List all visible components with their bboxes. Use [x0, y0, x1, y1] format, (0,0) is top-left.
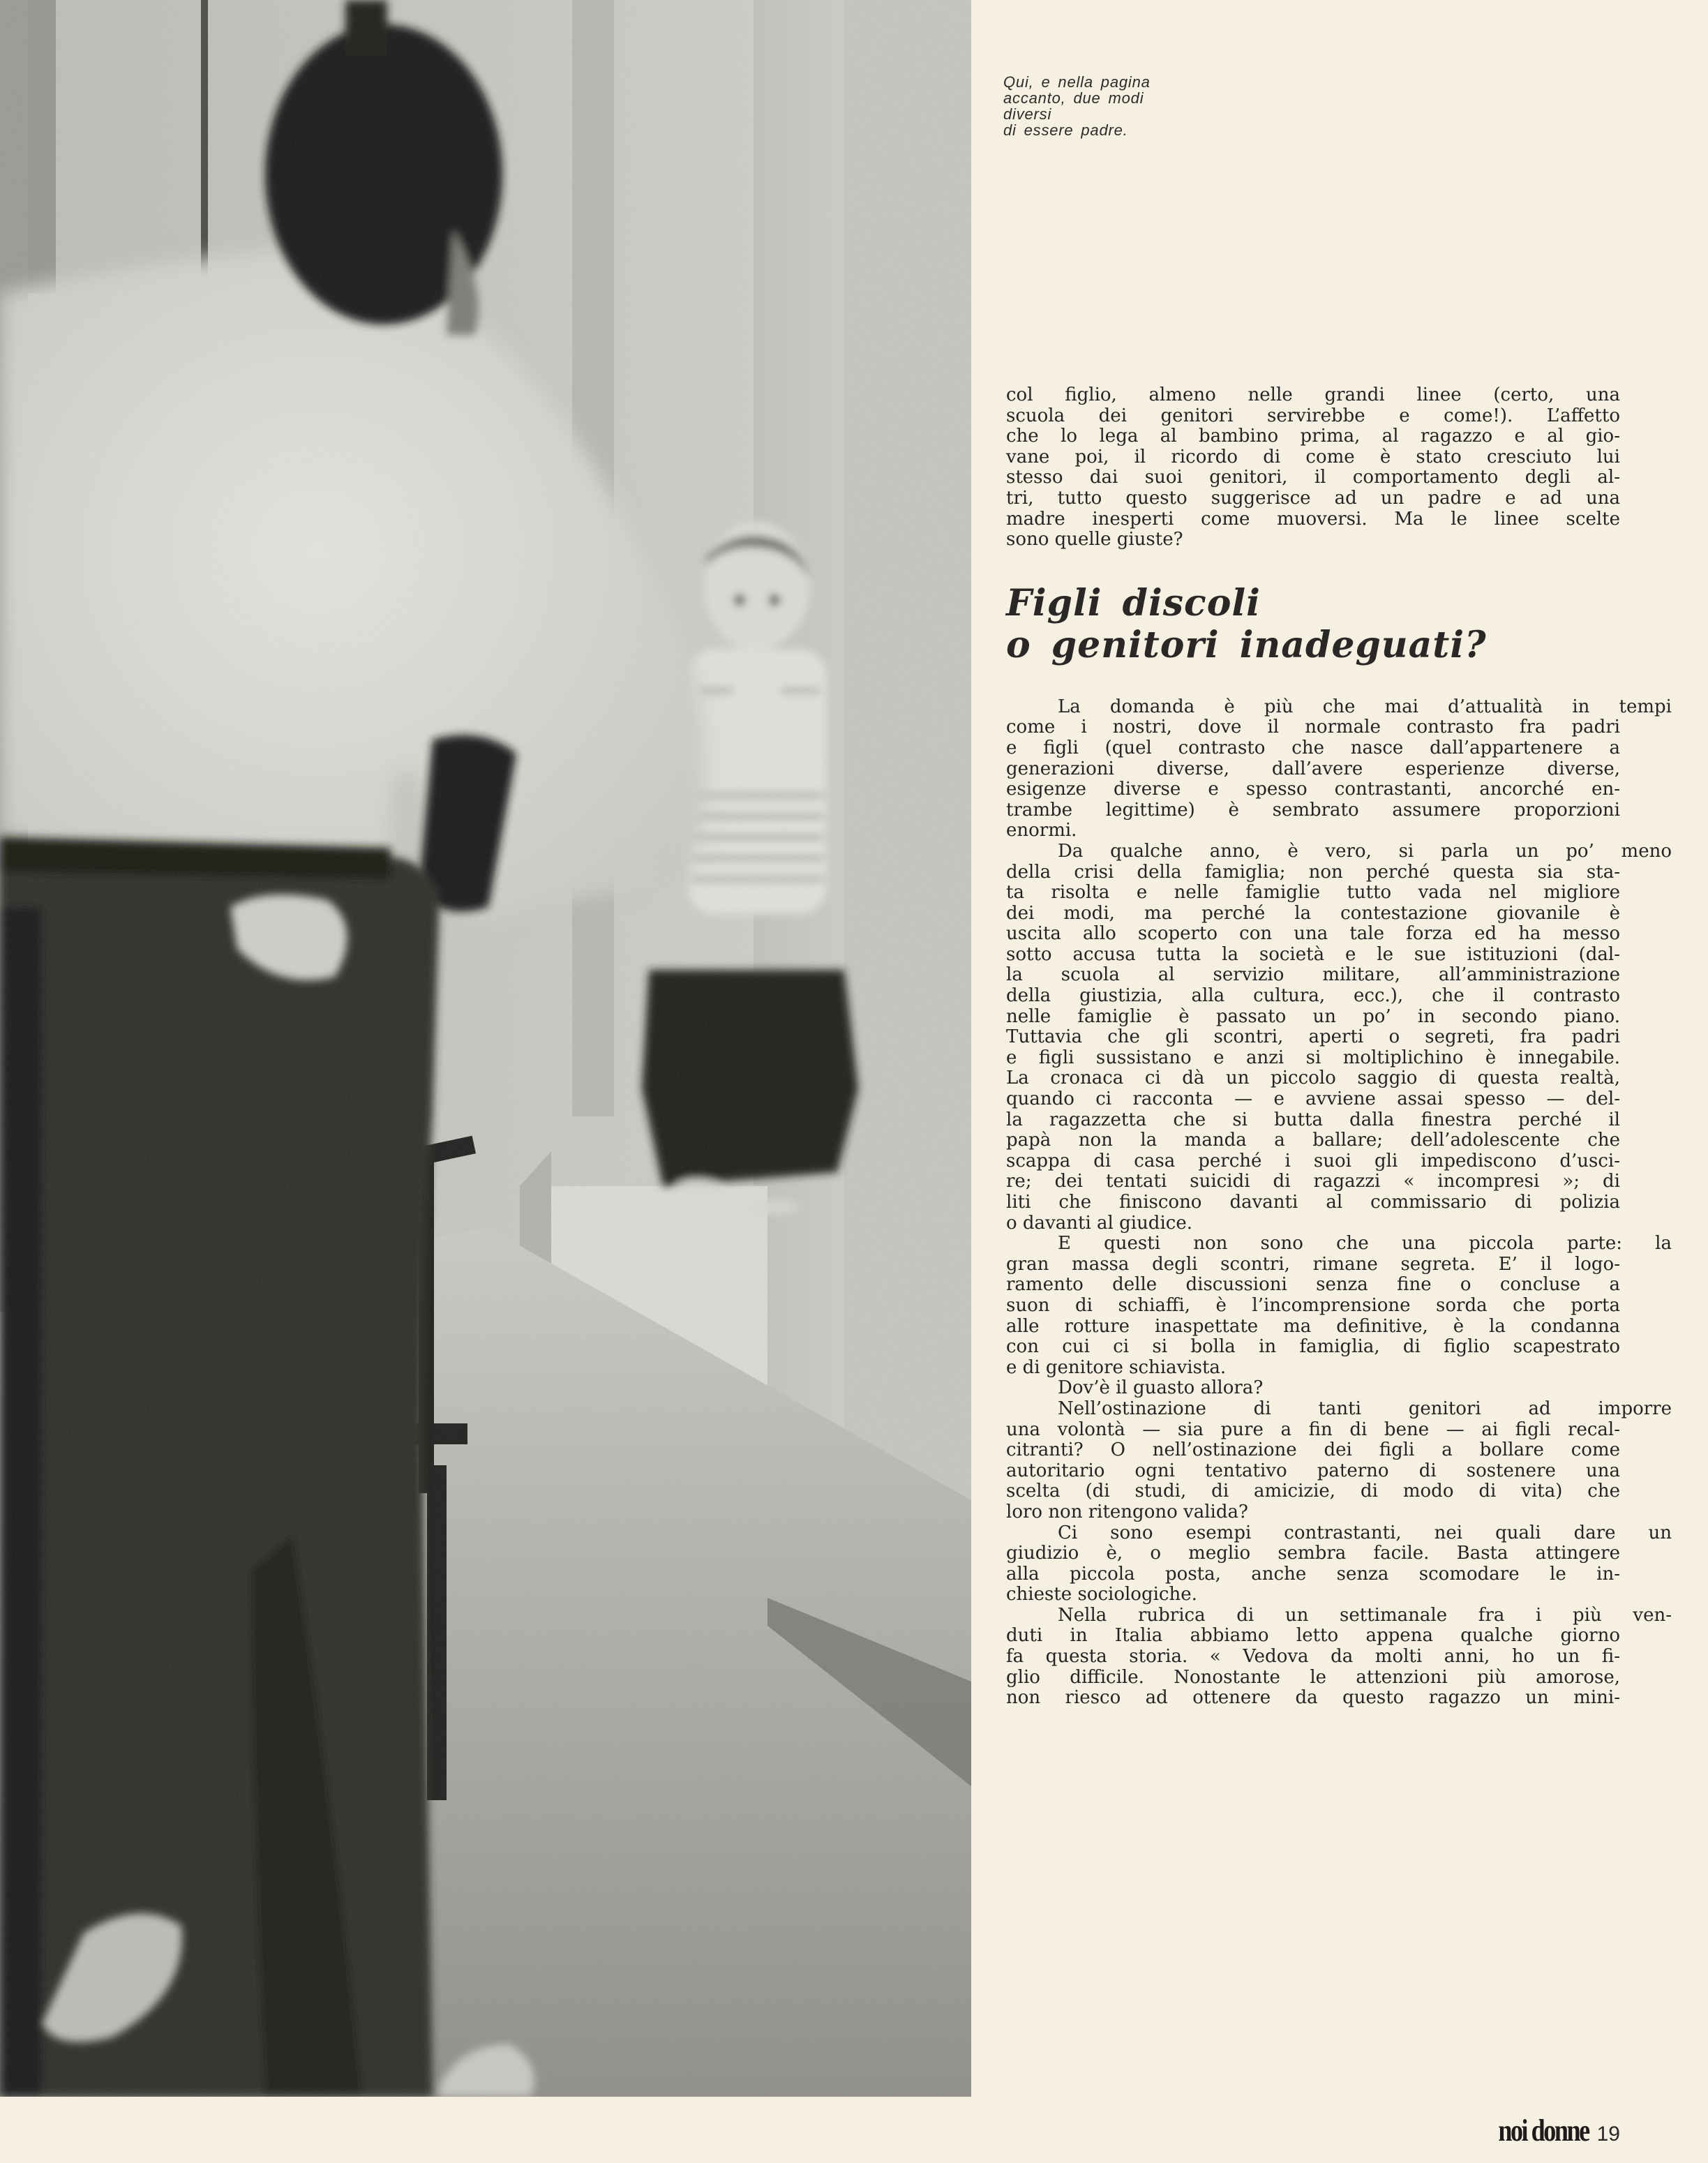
caption-line: Qui, e nella pagina [1003, 73, 1151, 91]
paragraph [1006, 840, 1672, 1234]
paragraph [1006, 1604, 1672, 1709]
text-line: sono quelle giuste? [1006, 529, 1183, 551]
text-line: suon di schiaffi, è l’incomprensione sorda che porta [1006, 1294, 1620, 1316]
text-line: alla piccola posta, anche senza scomodare le in- [1006, 1563, 1620, 1585]
text-line: gran massa degli scontri, rimane segreta. E’ il logo- [1006, 1253, 1620, 1275]
text-line: trambe legittime) è sembrato assumere proporzioni [1006, 799, 1620, 821]
text-line: esigenze diverse e spesso contrastanti, ancorché en- [1006, 779, 1620, 800]
text-line: vane poi, il ricordo di come è stato cresciuto lui [1006, 446, 1620, 467]
article-column [1006, 384, 1672, 1709]
text-line: nelle famiglie è passato un po’ in secondo piano. [1006, 1005, 1620, 1027]
text-line: come i nostri, dove il normale contrasto fra padri [1006, 717, 1620, 738]
text-line: La domanda è più che mai d’attualità in tempi [1058, 696, 1672, 717]
text-line: e di genitore schiavista. [1006, 1356, 1227, 1378]
text-line: e figli (quel contrasto che nasce dall’appartenere a [1006, 737, 1620, 758]
text-line: della giustizia, alla cultura, ecc.), che il contrasto [1006, 985, 1620, 1007]
intro-paragraph [1006, 385, 1620, 551]
text-line: fa questa storia. « Vedova da molti anni, ho un fi- [1006, 1646, 1620, 1668]
text-line: re; dei tentati suicidi di ragazzi « incompresi »; di [1006, 1171, 1620, 1192]
page-footer [1478, 2113, 1620, 2148]
paragraph [1006, 1398, 1672, 1523]
text-line: o davanti al giudice. [1006, 1212, 1192, 1234]
text-line: E questi non sono che una piccola parte: la [1058, 1233, 1672, 1255]
text-line: loro non ritengono valida? [1006, 1501, 1248, 1522]
text-line: chieste sociologiche. [1006, 1584, 1197, 1606]
text-line: e figli sussistano e anzi si moltiplichino è innegabile. [1006, 1047, 1620, 1068]
text-line: col figlio, almeno nelle grandi linee (certo, una [1006, 384, 1620, 405]
text-line: alle rotture inaspettate ma definitive, è la condanna [1006, 1315, 1620, 1337]
text-line: liti che finiscono davanti al commissario di polizia [1006, 1192, 1620, 1213]
section-headline [1006, 583, 1620, 666]
text-line: della crisi della famiglia; non perché questa sia sta- [1006, 861, 1620, 883]
text-line: Nell’ostinazione di tanti genitori ad imporre [1058, 1398, 1672, 1419]
text-line: non riesco ad ottenere da questo ragazzo un mini- [1006, 1687, 1620, 1709]
caption-line: accanto, due modi [1003, 89, 1144, 107]
text-line: con cui ci si bolla in famiglia, di figlio scapestrato [1006, 1336, 1620, 1358]
caption-line: diversi [1003, 105, 1052, 123]
text-line: uscita allo scoperto con una tale forza ed ha messo [1006, 923, 1620, 945]
text-line: Ci sono esempi contrastanti, nei quali dare un [1058, 1522, 1672, 1543]
page-number: 19 [1596, 2123, 1620, 2146]
text-line: la ragazzetta che si butta dalla finestra perché il [1006, 1109, 1620, 1130]
article-body [1006, 696, 1672, 1709]
text-line: Nella rubrica di un settimanale fra i più ven- [1058, 1604, 1672, 1626]
text-line: scelta (di studi, di amicizie, di modo di vita) che [1006, 1481, 1620, 1502]
text-line: glio difficile. Nonostante le attenzioni più amorose, [1006, 1666, 1620, 1688]
text-line: duti in Italia abbiamo letto appena qualche giorno [1006, 1625, 1620, 1647]
text-line: quando ci racconta — e avviene assai spesso — del- [1006, 1088, 1620, 1110]
text-line: enormi. [1006, 820, 1077, 841]
text-line: una volontà — sia pure a fin di bene — ai figli recal- [1006, 1419, 1620, 1440]
text-line: Da qualche anno, è vero, si parla un po’ meno [1058, 840, 1672, 862]
text-line: madre inesperti come muoversi. Ma le linee scelte [1006, 508, 1620, 530]
text-line: scuola dei genitori servirebbe e come!). L’affetto [1006, 405, 1620, 426]
text-line: La cronaca ci dà un piccolo saggio di questa realtà, [1006, 1068, 1620, 1089]
text-line: papà non la manda a ballare; dell’adolescente che [1006, 1130, 1620, 1151]
caption-line: di essere padre. [1003, 121, 1128, 139]
text-line: stesso dai suoi genitori, il comportamento degli al- [1006, 467, 1620, 488]
text-line: Dov’è il guasto allora? [1058, 1377, 1264, 1399]
text-line: generazioni diverse, dall’avere esperienze diverse, [1006, 758, 1620, 779]
text-line: ta risolta e nelle famiglie tutto vada nel migliore [1006, 882, 1620, 904]
text-line: ramento delle discussioni senza fine o concluse a [1006, 1274, 1620, 1296]
text-line: giudizio è, o meglio sembra facile. Basta attingere [1006, 1543, 1620, 1564]
paragraph [1006, 1233, 1672, 1378]
text-line: citranti? O nell’ostinazione dei figli a bollare come [1006, 1439, 1620, 1461]
text-line: dei modi, ma perché la contestazione giovanile è [1006, 902, 1620, 924]
text-line: scappa di casa perché i suoi gli impediscono d’usci- [1006, 1150, 1620, 1172]
paragraph [1006, 696, 1672, 841]
text-line: autoritario ogni tentativo paterno di sostenere una [1006, 1460, 1620, 1481]
headline-line: o genitori inadeguati? [1006, 623, 1487, 666]
text-line: tri, tutto questo suggerisce ad un padre e ad una [1006, 487, 1620, 509]
paragraph [1006, 1522, 1672, 1606]
photo-caption [1003, 74, 1227, 138]
headline-line: Figli discoli [1006, 581, 1261, 624]
text-line: che lo lega al bambino prima, al ragazzo e al gio- [1006, 426, 1620, 447]
paragraph [1006, 1378, 1620, 1399]
magazine-logo: noi donne [1498, 2113, 1589, 2148]
text-line: Tuttavia che gli scontri, aperti o segreti, fra padri [1006, 1026, 1620, 1048]
text-line: sotto accusa tutta la società e le sue istituzioni (dal- [1006, 943, 1620, 965]
text-line: la scuola al servizio militare, all’amministrazione [1006, 964, 1620, 986]
